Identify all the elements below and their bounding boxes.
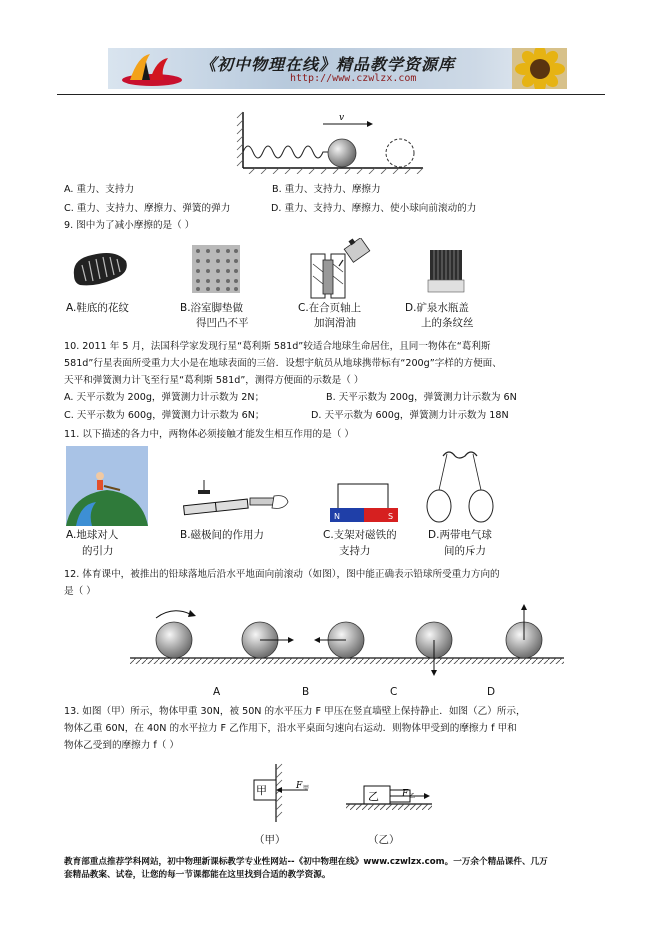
q9-option-b-text: 浴室脚垫做 bbox=[190, 302, 244, 314]
q12-label-a[interactable]: A bbox=[213, 686, 221, 698]
velocity-label: v bbox=[339, 113, 345, 123]
q11-option-a-letter: A. bbox=[66, 529, 77, 541]
q9-option-c-line2: 加润滑油 bbox=[314, 317, 356, 329]
q10-option-a[interactable]: A. 天平示数为 200g，弹簧测力计示数为 2N； bbox=[64, 392, 265, 403]
magnet-n-label: N bbox=[334, 512, 340, 521]
q12-stem-line2: 是（ ） bbox=[64, 586, 96, 597]
q9-stem: 9. 图中为了减小摩擦的是（ ） bbox=[64, 220, 195, 231]
q9-option-a-letter: A. bbox=[66, 302, 77, 314]
q11-option-d-line2: 间的斥力 bbox=[444, 545, 486, 557]
force-jia-sub: 甲 bbox=[303, 785, 310, 792]
header-banner bbox=[108, 48, 567, 89]
earth-person-image bbox=[66, 446, 148, 526]
q8-option-a[interactable]: A. 重力、支持力 bbox=[64, 184, 135, 195]
caption-jia: （甲） bbox=[254, 834, 286, 846]
option-b-ball[interactable] bbox=[314, 622, 364, 658]
q13-stem-line2: 物体乙重 60N，在 40N 的水平拉力 F 乙作用下，沿水平桌面匀速向右运动．则物体甲受到的摩擦力 f 甲和 bbox=[64, 723, 517, 734]
q11-option-c-letter: C. bbox=[323, 529, 334, 541]
force-yi-label: F bbox=[402, 789, 409, 799]
footer-note bbox=[64, 856, 604, 882]
force-jia-label: F bbox=[296, 781, 303, 791]
spring-ball-figure bbox=[235, 108, 430, 174]
q10-option-d[interactable]: D. 天平示数为 600g，弹簧测力计示数为 18N bbox=[311, 410, 509, 421]
q11-option-b-text: 磁极间的作用力 bbox=[190, 529, 265, 541]
q10-option-c[interactable]: C. 天平示数为 600g，弹簧测力计示数为 6N； bbox=[64, 410, 265, 421]
charged-balloons-image bbox=[425, 450, 495, 528]
shoe-sole-image bbox=[70, 245, 130, 293]
block-jia-label: 甲 bbox=[256, 784, 267, 797]
block-yi-label: 乙 bbox=[368, 790, 379, 803]
q13-stem-line3: 物体乙受到的摩擦力 f（ ） bbox=[64, 740, 180, 751]
q10-stem-line2: 581d”行星表面所受重力大小是在地球表面的三倍．设想宇航员从地球携带标有“200g”字样的方便面、 bbox=[64, 358, 502, 369]
force-yi-sub: 乙 bbox=[409, 793, 416, 800]
magnet-interaction-image bbox=[180, 478, 290, 524]
q8-option-b[interactable]: B. 重力、支持力、摩擦力 bbox=[272, 184, 381, 195]
q9-option-b[interactable] bbox=[180, 301, 243, 315]
q11-option-d-text: 两带电气球 bbox=[439, 529, 492, 541]
q11-option-b[interactable] bbox=[180, 528, 264, 542]
caption-yi: （乙） bbox=[368, 834, 400, 846]
q9-option-b-line2: 得凹凸不平 bbox=[196, 317, 249, 329]
q11-option-a-text: 地球对人 bbox=[76, 529, 119, 541]
bath-mat-image bbox=[190, 243, 242, 295]
shot-put-figure bbox=[128, 600, 564, 684]
magnet-stand-image bbox=[322, 476, 402, 524]
q9-option-c-letter: C. bbox=[298, 302, 309, 314]
sunflower-icon bbox=[512, 48, 567, 89]
q9-option-d[interactable] bbox=[405, 301, 469, 315]
q11-option-a-line2: 的引力 bbox=[82, 545, 114, 557]
q12-label-d[interactable]: D bbox=[487, 686, 496, 698]
footer-line-2: 套精品教案、试卷，让您的每一节课都能在这里找到合适的教学资源。 bbox=[64, 870, 331, 880]
option-d-ball[interactable] bbox=[506, 604, 542, 658]
q11-option-d-letter: D. bbox=[428, 529, 440, 541]
q9-option-d-line2: 上的条纹丝 bbox=[421, 317, 474, 329]
header-rule bbox=[57, 94, 605, 95]
q12-label-c[interactable]: C bbox=[390, 686, 398, 698]
q11-option-a[interactable] bbox=[66, 528, 118, 542]
q8-option-c[interactable]: C. 重力、支持力、摩擦力、弹簧的弹力 bbox=[64, 203, 231, 214]
q8-option-d[interactable]: D. 重力、支持力、摩擦力、使小球向前滚动的力 bbox=[271, 203, 477, 214]
q12-label-b[interactable]: B bbox=[302, 686, 310, 698]
bottle-cap-image bbox=[426, 242, 466, 294]
q9-option-c-text: 在合页轴上 bbox=[308, 302, 362, 314]
option-a-ball[interactable] bbox=[242, 622, 294, 658]
magnet-s-label: S bbox=[388, 512, 394, 521]
q12-stem-line1: 12. 体育课中，被推出的铅球落地后沿水平地面向前滚动（如图），图中能正确表示铅球所受重力方向的 bbox=[64, 569, 500, 580]
q9-option-c[interactable] bbox=[298, 301, 361, 315]
figure-yi bbox=[344, 780, 434, 812]
q9-option-a[interactable] bbox=[66, 301, 129, 315]
hinge-oil-image bbox=[303, 238, 373, 300]
q10-stem-line3: 天平和弹簧测力计飞至行星“葛利斯 581d”，测得方便面的示数是（ ） bbox=[64, 375, 364, 386]
footer-line-1: 教育部重点推荐学科网站，初中物理新课标教学专业性网站--《初中物理在线》www.czwlzx.com。一万余个精品课件、几万 bbox=[64, 857, 548, 867]
q10-option-b[interactable]: B. 天平示数为 200g，弹簧测力计示数为 6N bbox=[326, 392, 517, 403]
q9-option-b-letter: B. bbox=[180, 302, 191, 314]
option-c-ball[interactable] bbox=[416, 622, 452, 676]
q11-option-c-line2: 支持力 bbox=[339, 545, 371, 557]
q9-option-a-text: 鞋底的花纹 bbox=[76, 302, 129, 314]
q9-option-d-text: 矿泉水瓶盖 bbox=[416, 302, 469, 314]
q13-stem-line1: 13. 如图（甲）所示，物体甲重 30N，被 50N 的水平压力 F 甲压在竖直墙壁上保持静止．如图（乙）所示， bbox=[64, 706, 526, 717]
figure-jia bbox=[248, 762, 328, 824]
banner-url[interactable]: http://www.czwlzx.com bbox=[290, 73, 417, 84]
q9-option-d-letter: D. bbox=[405, 302, 417, 314]
q11-option-b-letter: B. bbox=[180, 529, 191, 541]
q10-stem-line1: 10. 2011 年 5 月，法国科学家发现行星“葛利斯 581d”较适合地球生命居住，且同一物体在“葛利斯 bbox=[64, 341, 491, 352]
q11-stem: 11. 以下描述的各力中，两物体必须接触才能发生相互作用的是（ ） bbox=[64, 429, 354, 440]
banner-title: 《初中物理在线》精品教学资源库 bbox=[200, 55, 456, 74]
q11-option-d[interactable] bbox=[428, 528, 492, 542]
q11-option-c-text: 支架对磁铁的 bbox=[333, 529, 397, 541]
q11-option-c[interactable] bbox=[323, 528, 397, 542]
site-logo-icon bbox=[116, 50, 188, 87]
